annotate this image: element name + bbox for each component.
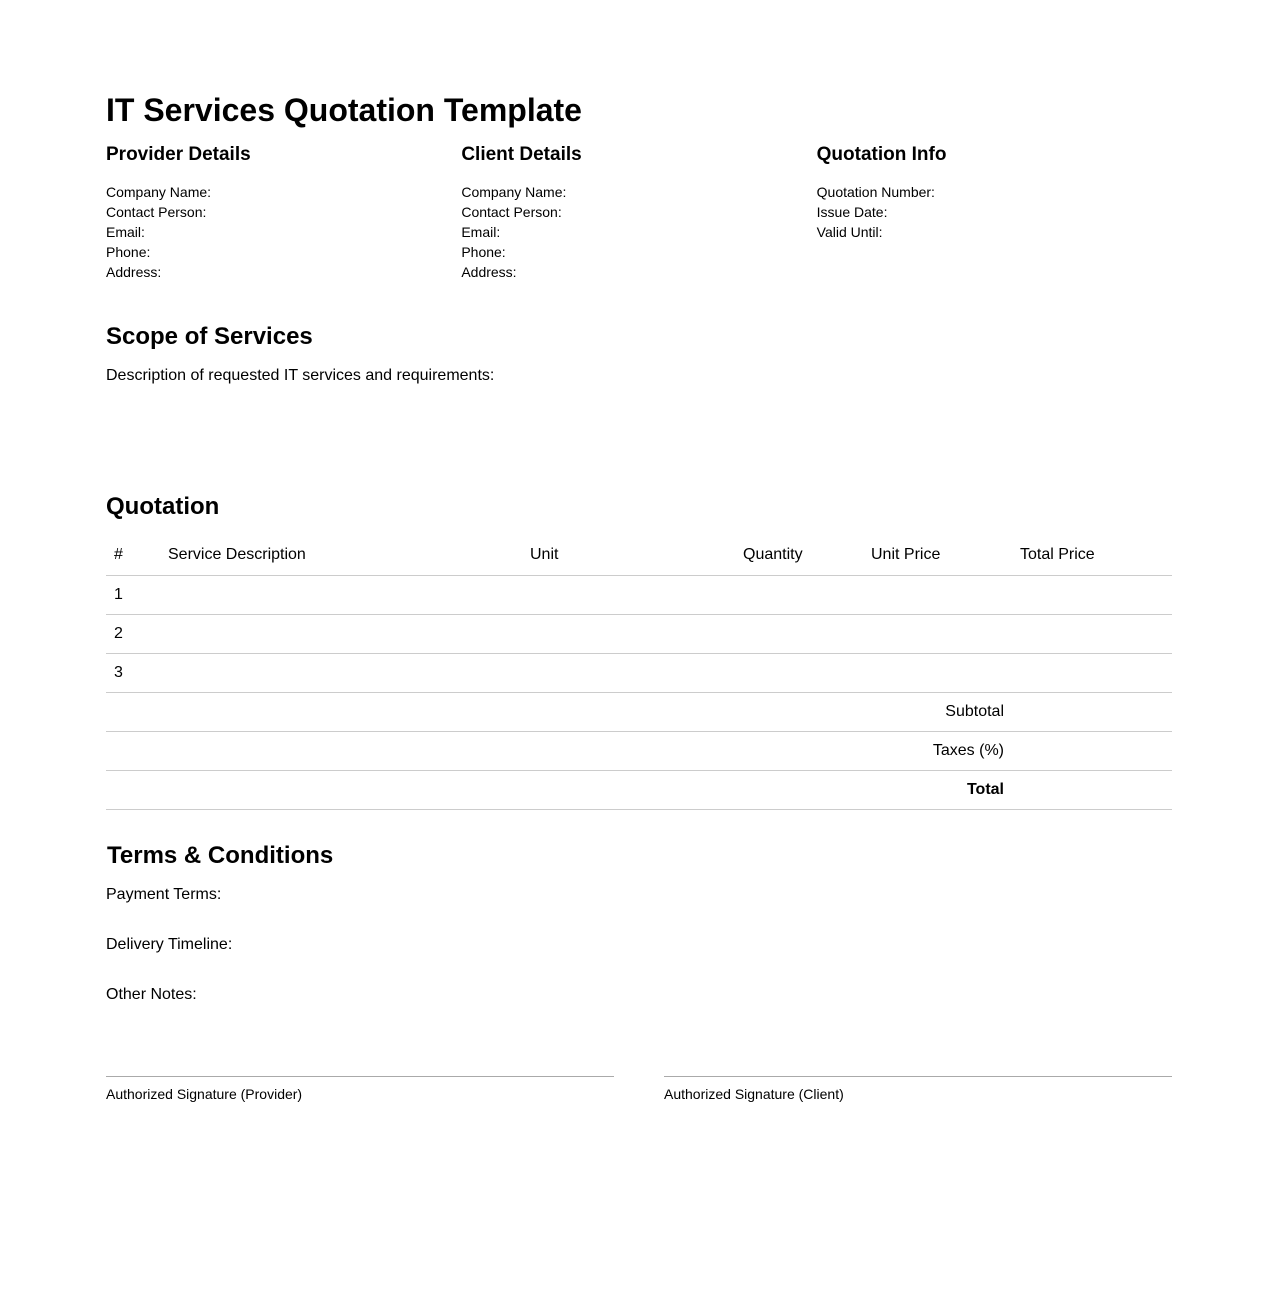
service-description-cell[interactable] [160,575,522,614]
quotation-info-heading: Quotation Info [816,144,947,165]
other-notes-field: Other Notes: [106,986,197,1003]
provider-contact-person-field: Contact Person: [106,204,207,220]
quotation-info [817,143,1172,282]
client-details-heading: Client Details [461,144,582,165]
service-description-cell[interactable] [160,653,522,692]
subtotal-label: Subtotal [106,692,1012,731]
unit-price-cell[interactable] [863,575,1012,614]
taxes-label: Taxes (%) [106,731,1012,770]
client-address-field: Address: [461,264,517,280]
table-header-row [106,536,1172,575]
quotation-heading: Quotation [106,493,220,520]
provider-address-field: Address: [106,264,162,280]
unit-cell[interactable] [522,575,735,614]
provider-details-heading: Provider Details [106,144,251,165]
provider-email-field: Email: [106,224,145,240]
row-number: 3 [106,653,160,692]
column-header-quantity: Quantity [735,536,863,575]
quantity-cell[interactable] [735,614,863,653]
taxes-row [106,731,1172,770]
provider-company-name-field: Company Name: [106,184,212,200]
total-label: Total [106,770,1012,809]
terms-heading: Terms & Conditions [107,842,334,869]
column-header-unit: Unit [522,536,735,575]
subtotal-value[interactable] [1012,692,1172,731]
scope-description: Description of requested IT services and requirements: [106,367,495,384]
total-value[interactable] [1012,770,1172,809]
unit-price-cell[interactable] [863,614,1012,653]
client-signature-label: Authorized Signature (Client) [664,1086,844,1102]
total-row [106,770,1172,809]
column-header-service-description: Service Description [160,536,522,575]
provider-signature-block [106,1076,614,1103]
column-header-unit-price: Unit Price [863,536,1012,575]
taxes-value[interactable] [1012,731,1172,770]
client-details [461,143,816,282]
subtotal-row [106,692,1172,731]
service-description-cell[interactable] [160,614,522,653]
provider-signature-label: Authorized Signature (Provider) [106,1086,303,1102]
unit-cell[interactable] [522,614,735,653]
column-header-total-price: Total Price [1012,536,1172,575]
quantity-cell[interactable] [735,653,863,692]
quotation-number-field: Quotation Number: [816,184,935,200]
unit-price-cell[interactable] [863,653,1012,692]
issue-date-field: Issue Date: [816,204,888,220]
total-price-cell[interactable] [1012,614,1172,653]
scope-heading: Scope of Services [106,323,313,350]
total-price-cell[interactable] [1012,575,1172,614]
quotation-table [106,536,1172,810]
client-signature-block [664,1076,1172,1103]
table-row [106,653,1172,692]
provider-phone-field: Phone: [106,244,151,260]
total-price-cell[interactable] [1012,653,1172,692]
quantity-cell[interactable] [735,575,863,614]
valid-until-field: Valid Until: [816,224,883,240]
details-section [106,143,1172,282]
client-phone-field: Phone: [461,244,506,260]
provider-details [106,143,461,282]
row-number: 1 [106,575,160,614]
table-row [106,614,1172,653]
client-company-name-field: Company Name: [461,184,567,200]
column-header-number: # [106,536,160,575]
client-contact-person-field: Contact Person: [461,204,562,220]
delivery-timeline-field: Delivery Timeline: [106,936,233,953]
table-row [106,575,1172,614]
unit-cell[interactable] [522,653,735,692]
row-number: 2 [106,614,160,653]
page-title: IT Services Quotation Template [106,92,582,128]
client-email-field: Email: [461,224,501,240]
payment-terms-field: Payment Terms: [106,886,222,903]
